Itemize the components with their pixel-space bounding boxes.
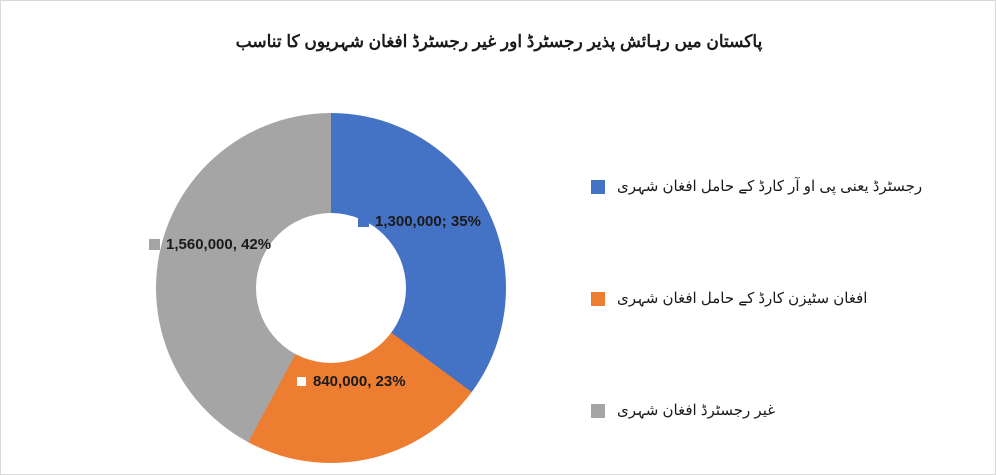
- legend-label-registered: رجسٹرڈ یعنی پی او آر کارڈ کے حامل افغان شہری: [617, 177, 923, 195]
- data-label-text-gray: 1,560,000, 42%: [166, 236, 272, 253]
- data-label-registered: [358, 213, 481, 230]
- legend-item-registered: [591, 131, 971, 243]
- data-label-marker-gray: [149, 239, 160, 250]
- legend-swatch-orange: [591, 292, 605, 306]
- legend-swatch-blue: [591, 180, 605, 194]
- data-label-marker-blue: [358, 216, 369, 227]
- legend-item-citizen-card: [591, 243, 971, 355]
- legend-label-unregistered: غیر رجسٹرڈ افغان شہری: [617, 401, 776, 419]
- data-label-citizen-card: [296, 373, 406, 390]
- donut-hole: [256, 213, 406, 363]
- legend-item-unregistered: [591, 355, 971, 467]
- chart-title: پاکستان میں رہائش پذیر رجسٹرڈ اور غیر رجسٹرڈ افغان شہریوں کا تناسب: [235, 32, 763, 51]
- data-label-unregistered: [149, 236, 271, 253]
- data-label-text-blue: 1,300,000; 35%: [375, 213, 481, 230]
- data-label-text-orange: 840,000, 23%: [313, 373, 406, 390]
- legend-swatch-gray: [591, 404, 605, 418]
- donut-chart: [156, 113, 506, 463]
- legend-label-citizen-card: افغان سٹیزن کارڈ کے حامل افغان شہری: [617, 289, 868, 307]
- data-label-marker-orange: [296, 376, 307, 387]
- chart-legend: [591, 131, 971, 467]
